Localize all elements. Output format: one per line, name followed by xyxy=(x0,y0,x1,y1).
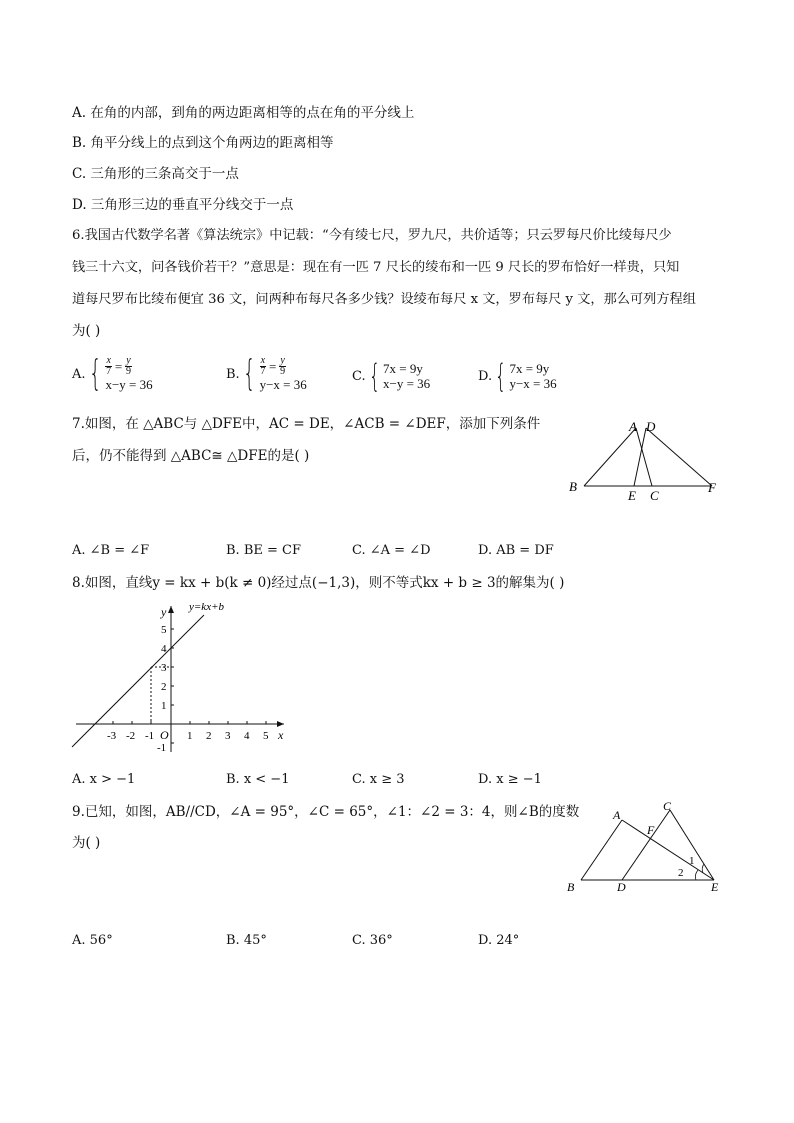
y-tick-label: 3 xyxy=(161,662,167,674)
q9-option-b: B. 45° xyxy=(226,933,267,948)
frac-den: 7 xyxy=(106,366,112,377)
q9-option-a: A. 56° xyxy=(72,933,113,948)
q6-stem-line4: 为( ) xyxy=(72,323,101,339)
segment-ce xyxy=(670,810,714,880)
frac-den: 9 xyxy=(125,366,131,377)
y-axis-label: y xyxy=(161,605,167,619)
label-d: D xyxy=(617,880,626,894)
label-f: F xyxy=(647,823,655,837)
q9-stem-line1: 9.已知，如图，AB//CD，∠A = 95°，∠C = 65°，∠1：∠2 = 3：4，则∠B的度数 xyxy=(72,804,580,820)
brace-icon: { xyxy=(242,353,256,394)
label-e: E xyxy=(628,488,636,503)
q6-option-d-label: D. xyxy=(478,368,493,384)
label-angle-2: 2 xyxy=(678,867,684,879)
x-tick-label: -3 xyxy=(107,730,117,742)
q6-option-d-row1: 7x = 9y xyxy=(509,361,550,376)
q7-stem-line1: 7.如图，在 △ABC与 △DFE中，AC = DE，∠ACB = ∠DEF，添加下列条件 xyxy=(72,416,541,432)
q6-option-b-row2: y−x = 36 xyxy=(259,377,307,392)
y-tick-label: -1 xyxy=(157,742,167,754)
angle-1-arc xyxy=(702,864,704,873)
q7-triangle-figure xyxy=(560,410,730,510)
y-tick-label: 4 xyxy=(161,643,167,655)
line-y-kx-b xyxy=(72,615,204,747)
q9-parallel-figure xyxy=(560,796,735,901)
q7-option-b: B. BE = CF xyxy=(226,543,301,558)
label-a: A xyxy=(613,808,621,822)
label-a: A xyxy=(629,419,637,434)
q7-stem-line2: 后，仍不能得到 △ABC≅ △DFE的是( ) xyxy=(72,448,310,464)
x-tick-label: -1 xyxy=(145,730,155,742)
q7-option-c: C. ∠A = ∠D xyxy=(352,543,431,558)
q8-option-c: C. x ≥ 3 xyxy=(352,772,405,787)
equals: = xyxy=(114,359,123,374)
brace-icon: { xyxy=(88,353,102,394)
label-angle-1: 1 xyxy=(689,855,695,867)
x-tick-label: 3 xyxy=(225,730,231,742)
y-axis-arrow-icon xyxy=(168,606,174,613)
angle-2-arc xyxy=(695,870,698,880)
q6-option-c-row2: x−y = 36 xyxy=(382,376,431,391)
q7-option-d: D. AB = DF xyxy=(478,543,554,558)
frac-num: y xyxy=(126,355,131,366)
q6-stem-line2: 钱三十六文，问各钱价若干？”意思是：现在有一匹 7 尺长的绫布和一匹 9 尺长的罗布恰好一样贵，只知 xyxy=(72,260,680,275)
x-tick-label: 4 xyxy=(244,730,250,742)
q8-stem: 8.如图，直线y = kx + b(k ≠ 0)经过点(−1,3)，则不等式kx + b ≥ 3的解集为( ) xyxy=(72,575,565,591)
y-tick-label: 2 xyxy=(161,681,167,693)
label-e: E xyxy=(711,880,719,894)
frac-num: x xyxy=(260,355,266,366)
q5-option-b: B. 角平分线上的点到这个角两边的距离相等 xyxy=(72,135,334,151)
q9-option-d: D. 24° xyxy=(478,933,520,948)
q5-option-d: D. 三角形三边的垂直平分线交于一点 xyxy=(72,197,294,213)
segment-dc xyxy=(622,810,670,880)
q6-option-a xyxy=(72,353,153,394)
x-axis-label: x xyxy=(278,728,284,742)
frac-num: y xyxy=(280,355,285,366)
q9-stem-line2: 为( ) xyxy=(72,835,101,851)
x-axis-arrow-icon xyxy=(277,721,284,727)
q9-option-c: C. 36° xyxy=(352,933,393,948)
frac-num: x xyxy=(106,355,111,366)
equals: = xyxy=(269,359,277,374)
label-c: C xyxy=(650,488,659,503)
x-tick-labels xyxy=(107,730,269,742)
y-tick-label: 5 xyxy=(161,624,167,636)
x-tick-label: 5 xyxy=(263,730,269,742)
q5-option-c: C. 三角形的三条高交于一点 xyxy=(72,166,239,182)
q8-option-d: D. x ≥ −1 xyxy=(478,772,542,787)
x-tick-label: 2 xyxy=(206,730,212,742)
q6-option-c-label: C. xyxy=(352,368,366,384)
label-d: D xyxy=(646,419,656,434)
line-label: y=kx+b xyxy=(189,601,224,613)
segment-ae xyxy=(622,820,714,880)
label-f: F xyxy=(708,480,716,495)
q5-option-a: A. 在角的内部，到角的两边距离相等的点在角的平分线上 xyxy=(72,105,415,121)
q8-option-b: B. x < −1 xyxy=(226,772,290,787)
origin-label: O xyxy=(160,728,169,742)
segment-ba xyxy=(584,428,636,486)
x-tick-label: -2 xyxy=(126,730,136,742)
frac-den: 7 xyxy=(260,366,266,377)
q8-option-a: A. x > −1 xyxy=(72,772,136,787)
label-c: C xyxy=(663,799,672,813)
label-b: B xyxy=(569,479,577,494)
q6-stem-line3: 道每尺罗布比绫布便宜 36 文，问两种布每尺各多少钱？设绫布每尺 x 文，罗布每尺 y 文，那么可列方程组 xyxy=(72,292,696,307)
q6-option-b-label: B. xyxy=(226,366,240,382)
q6-option-c-row1: 7x = 9y xyxy=(382,361,423,376)
q8-coordinate-graph xyxy=(68,594,298,764)
q6-option-d-row2: y−x = 36 xyxy=(509,376,557,391)
q6-option-d xyxy=(478,357,557,395)
q6-stem-line1: 6.我国古代数学名著《算法统宗》中记载：“今有绫七尺，罗九尺，共价适等；只云罗每尺价比绫每尺少 xyxy=(72,228,672,243)
frac-den: 9 xyxy=(280,366,286,377)
y-tick-label: 1 xyxy=(161,700,167,712)
segment-ba xyxy=(581,820,622,880)
axis-ticks xyxy=(113,629,266,743)
q6-option-a-row2: x−y = 36 xyxy=(105,377,153,392)
segment-df xyxy=(646,428,712,486)
x-tick-label: 1 xyxy=(187,730,193,742)
label-b: B xyxy=(567,880,575,894)
q7-option-a: A. ∠B = ∠F xyxy=(72,543,150,558)
q6-option-b xyxy=(226,353,307,394)
brace-icon: { xyxy=(495,357,507,395)
q6-option-a-label: A. xyxy=(72,366,86,382)
brace-icon: { xyxy=(368,357,380,395)
q6-option-c xyxy=(352,357,431,395)
